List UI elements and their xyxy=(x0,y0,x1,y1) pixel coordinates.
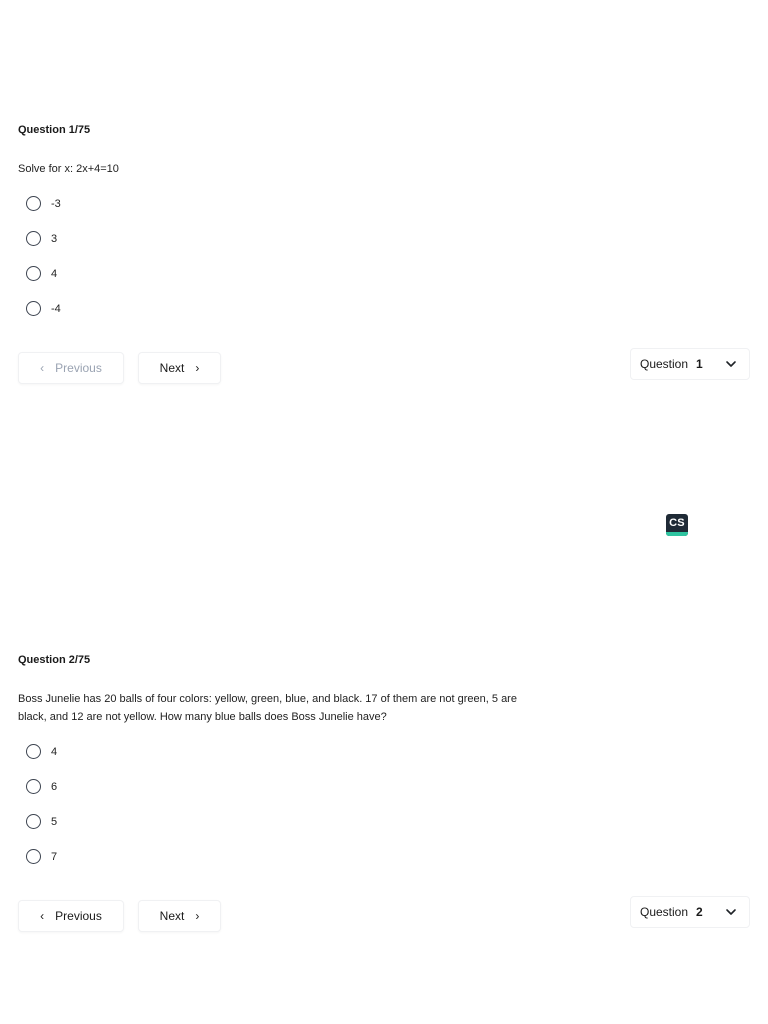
radio-button[interactable] xyxy=(26,196,41,211)
question-navigation xyxy=(18,352,750,388)
option-label: 3 xyxy=(51,232,58,245)
next-label: Next xyxy=(159,909,185,923)
answer-options xyxy=(18,186,750,326)
option-label: 4 xyxy=(51,745,58,758)
answer-option[interactable] xyxy=(18,256,750,291)
answer-option[interactable] xyxy=(18,804,750,839)
option-label: 5 xyxy=(51,815,58,828)
previous-label: Previous xyxy=(55,909,102,923)
question-select-label: Question xyxy=(640,357,689,371)
answer-option[interactable] xyxy=(18,734,750,769)
next-button[interactable] xyxy=(138,900,221,932)
answer-option[interactable] xyxy=(18,291,750,326)
answer-option[interactable] xyxy=(18,839,750,874)
radio-button[interactable] xyxy=(26,301,41,316)
question-block-2 xyxy=(18,652,750,936)
next-button[interactable] xyxy=(138,352,221,384)
cs-logo: CS xyxy=(666,514,688,536)
chevron-right-icon: › xyxy=(195,361,200,375)
answer-option[interactable] xyxy=(18,769,750,804)
chevron-down-icon xyxy=(725,907,737,917)
chevron-down-icon xyxy=(725,359,737,369)
option-label: -3 xyxy=(51,197,61,210)
question-number: Question 2/75 xyxy=(18,654,91,666)
question-select[interactable] xyxy=(630,896,750,928)
radio-button[interactable] xyxy=(26,849,41,864)
question-text: Boss Junelie has 20 balls of four colors: yellow, green, blue, and black. 17 of them are not green, 5 are black, and 12 are not yellow. How many blue balls does Boss Junelie have? xyxy=(18,693,517,723)
radio-button[interactable] xyxy=(26,744,41,759)
question-select-value: 2 xyxy=(696,905,703,919)
answer-options xyxy=(18,734,750,874)
radio-button[interactable] xyxy=(26,779,41,794)
question-text: Solve for x: 2x+4=10 xyxy=(18,163,119,175)
next-label: Next xyxy=(159,361,185,375)
answer-option[interactable] xyxy=(18,186,750,221)
option-label: 6 xyxy=(51,780,58,793)
answer-option[interactable] xyxy=(18,221,750,256)
chevron-left-icon: ‹ xyxy=(40,361,45,375)
previous-button[interactable] xyxy=(18,352,124,384)
radio-button[interactable] xyxy=(26,266,41,281)
question-block-1 xyxy=(18,122,750,388)
chevron-right-icon: › xyxy=(195,909,200,923)
previous-label: Previous xyxy=(55,361,102,375)
question-select-label: Question xyxy=(640,905,689,919)
option-label: 7 xyxy=(51,850,58,863)
option-label: -4 xyxy=(51,302,61,315)
question-select-value: 1 xyxy=(696,357,703,371)
previous-button[interactable] xyxy=(18,900,124,932)
chevron-left-icon: ‹ xyxy=(40,909,45,923)
option-label: 4 xyxy=(51,267,58,280)
question-select[interactable] xyxy=(630,348,750,380)
radio-button[interactable] xyxy=(26,814,41,829)
radio-button[interactable] xyxy=(26,231,41,246)
question-navigation xyxy=(18,900,750,936)
question-number: Question 1/75 xyxy=(18,124,91,136)
